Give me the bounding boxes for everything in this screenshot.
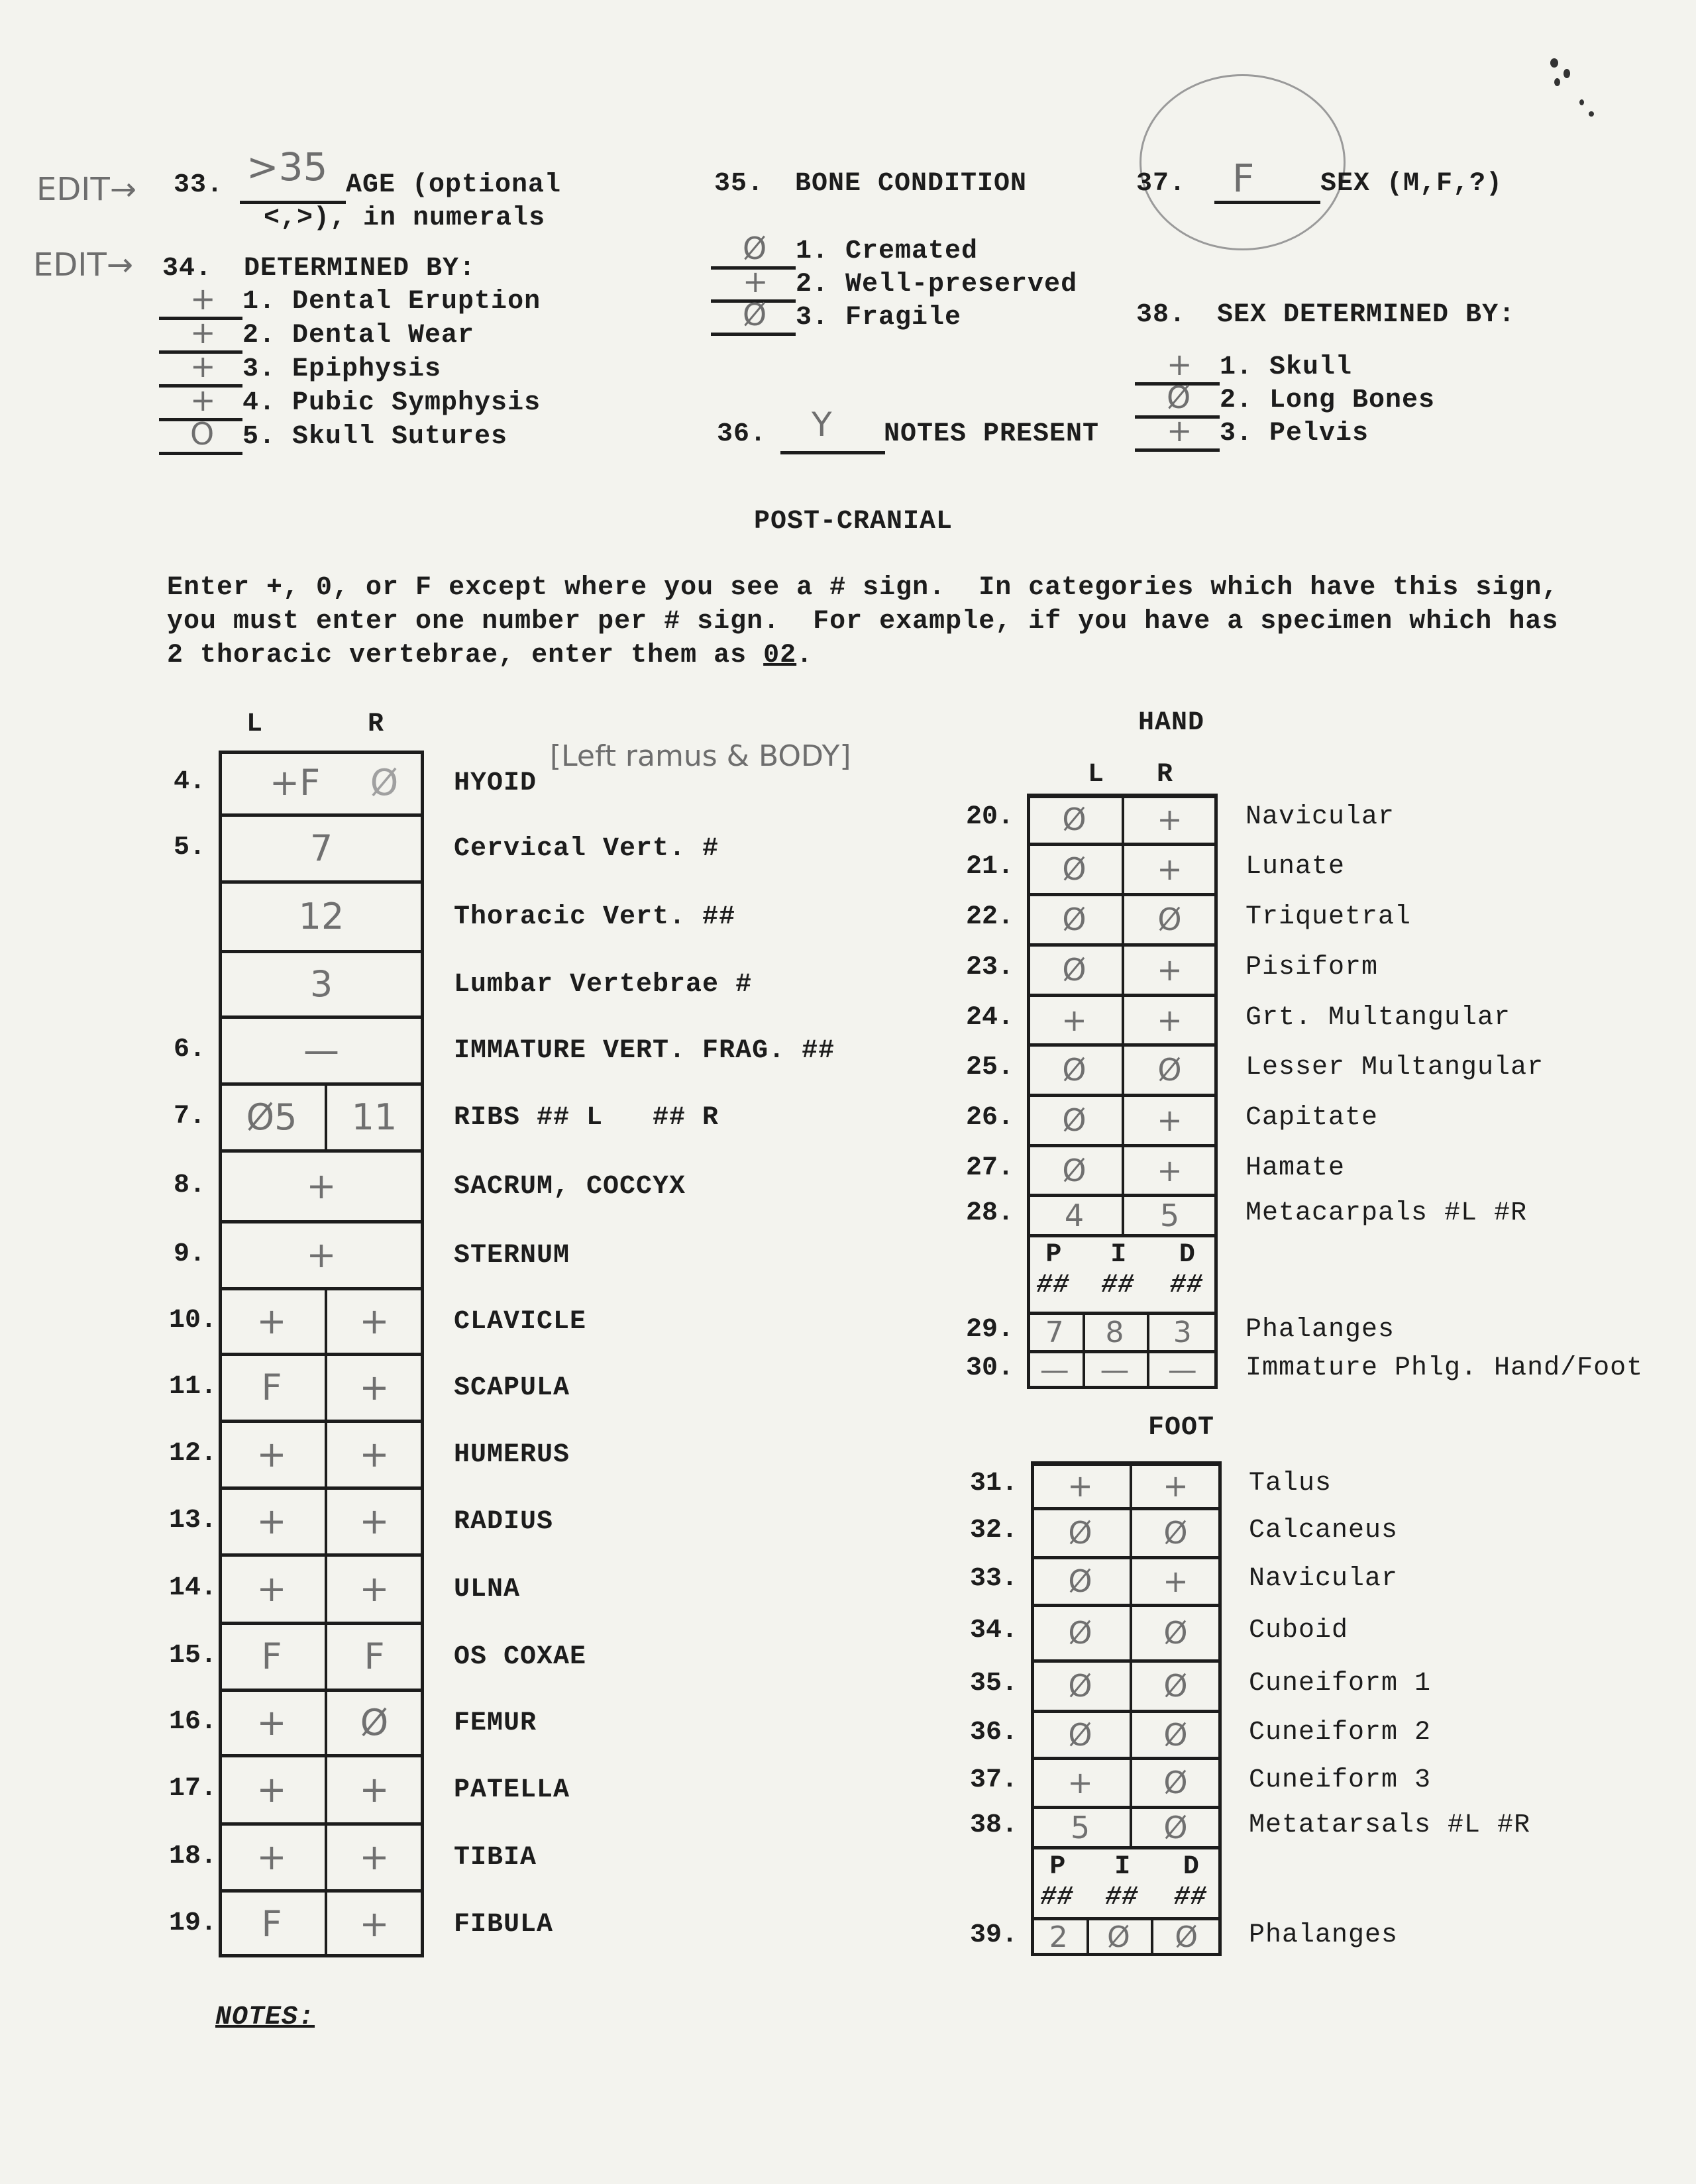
row-number: 7.	[174, 1101, 206, 1131]
cell-left[interactable]: +	[256, 1500, 287, 1542]
example-value: 02	[763, 641, 797, 670]
age-method-option: 3. Epiphysis	[242, 354, 442, 384]
cell-right[interactable]: 11	[351, 1096, 398, 1138]
cell-left[interactable]: +	[1067, 1467, 1093, 1504]
bone-label: SCAPULA	[454, 1373, 570, 1403]
age-method-option: 5. Skull Sutures	[242, 422, 508, 452]
pid-header: D	[1179, 1240, 1196, 1270]
cell-left[interactable]: +	[256, 1300, 287, 1342]
row-number: 16.	[169, 1706, 217, 1737]
cell-right[interactable]: +	[359, 1300, 390, 1342]
cell-left[interactable]: +	[256, 1836, 287, 1878]
bone-label: Lunate	[1246, 852, 1346, 882]
bone-condition-heading: BONE CONDITION	[795, 169, 1028, 199]
ink-smudge	[1589, 111, 1594, 117]
bone-condition-mark[interactable]: +	[743, 264, 768, 299]
bone-label: Talus	[1249, 1468, 1332, 1498]
cell-left[interactable]: +	[1067, 1765, 1093, 1800]
phalanx-cell[interactable]: Ø	[1107, 1920, 1130, 1954]
notes-present-label: NOTES PRESENT	[884, 419, 1100, 449]
cell-left[interactable]: +	[1061, 1002, 1087, 1038]
cell-value[interactable]: 12	[298, 896, 344, 937]
cell-left[interactable]: Ø	[1062, 1052, 1086, 1088]
sex-method-option: 2. Long Bones	[1220, 386, 1436, 415]
pid-header: I	[1110, 1240, 1128, 1270]
pid-count-mark: ##	[1101, 1271, 1135, 1300]
bone-label: Navicular	[1249, 1564, 1399, 1594]
bone-label: STERNUM	[454, 1240, 570, 1271]
row-number: 24.	[966, 1002, 1014, 1033]
cell-value[interactable]: +	[306, 1234, 337, 1276]
cell-left[interactable]: Ø	[1062, 802, 1086, 837]
age-method-mark[interactable]: +	[190, 315, 216, 350]
sex-label: SEX (M,F,?)	[1320, 169, 1503, 199]
bone-label: RIBS ## L ## R	[454, 1102, 719, 1133]
bone-label: Triquetral	[1246, 902, 1412, 932]
cell-left[interactable]: +	[256, 1568, 287, 1610]
bone-label: Phalanges	[1249, 1920, 1399, 1950]
cell-right[interactable]: Ø	[1163, 1615, 1188, 1651]
cell-right[interactable]: 5	[1159, 1197, 1180, 1233]
row-number: 12.	[169, 1438, 217, 1469]
notes-present-underline	[780, 451, 885, 454]
cell-right[interactable]: +	[359, 1433, 390, 1475]
bone-label: Immature Phlg. Hand/Foot	[1246, 1353, 1644, 1383]
age-method-mark[interactable]: O	[190, 416, 215, 452]
edit-annotation-33: EDIT→	[36, 171, 136, 208]
bone-condition-mark[interactable]: Ø	[743, 297, 767, 333]
item-number-38: 38.	[1136, 300, 1187, 330]
cell-left[interactable]: Ø	[1062, 1102, 1086, 1138]
row-number: 39.	[970, 1920, 1018, 1950]
row-number: 35.	[970, 1669, 1018, 1698]
row-number: 20.	[966, 802, 1014, 832]
age-method-mark[interactable]: +	[190, 281, 216, 317]
bone-label: PATELLA	[454, 1775, 570, 1805]
bone-label: SACRUM, COCCYX	[454, 1171, 686, 1202]
cell-right[interactable]: Ø	[1163, 1809, 1188, 1846]
hand-col-R: R	[1157, 760, 1174, 790]
row-number: 28.	[966, 1198, 1014, 1228]
cell-right[interactable]: +	[359, 1367, 390, 1408]
pid-count-mark: ##	[1169, 1271, 1203, 1300]
phalanx-cell[interactable]: 3	[1173, 1315, 1192, 1349]
sex-method-underline	[1135, 448, 1220, 452]
pid-count-mark: ##	[1105, 1883, 1139, 1912]
hyoid-note: [Left ramus & BODY]	[550, 739, 851, 773]
pid-header: P	[1049, 1852, 1067, 1882]
cell-left[interactable]: 4	[1064, 1197, 1085, 1233]
bone-label: Metacarpals #L #R	[1246, 1198, 1528, 1228]
bone-label: RADIUS	[454, 1506, 554, 1537]
ink-smudge	[1579, 99, 1584, 105]
bone-condition-option: 3. Fragile	[796, 303, 962, 333]
bone-label: Phalanges	[1246, 1315, 1395, 1345]
row-number: 34.	[970, 1616, 1018, 1645]
bone-label: Cuneiform 3	[1249, 1765, 1432, 1795]
cell-right[interactable]: +	[359, 1568, 390, 1610]
cell-right[interactable]: +	[359, 1836, 390, 1878]
instructions-line-3	[167, 641, 813, 670]
item-number-33: 33.	[174, 170, 224, 200]
cell-right[interactable]: +	[1163, 1467, 1189, 1504]
cell-left[interactable]: Ø	[1062, 952, 1086, 988]
instructions-line-3-text: 2 thoracic vertebrae, enter them as	[167, 641, 764, 670]
cell-left[interactable]: +	[256, 1769, 287, 1810]
bone-label: Thoracic Vert. ##	[454, 902, 736, 932]
cell-left[interactable]: 5	[1070, 1809, 1090, 1846]
phalanx-cell[interactable]: Ø	[1175, 1920, 1198, 1954]
row-number: 21.	[966, 852, 1014, 882]
bone-label: IMMATURE VERT. FRAG. ##	[454, 1035, 835, 1066]
item-number-37: 37.	[1136, 169, 1187, 199]
row-number: 37.	[970, 1765, 1018, 1795]
sex-method-option: 3. Pelvis	[1220, 419, 1369, 448]
row-number: 10.	[169, 1305, 217, 1335]
age-label-line2: <,>), in numerals	[264, 203, 546, 233]
bone-condition-underline	[711, 333, 796, 336]
bone-label: FIBULA	[454, 1909, 554, 1940]
bone-condition-option: 2. Well-preserved	[796, 270, 1078, 299]
phalanx-cell[interactable]: —	[1039, 1353, 1069, 1387]
item-number-34: 34.	[162, 254, 213, 284]
sex-underline	[1214, 201, 1320, 204]
cell-left[interactable]: Ø	[1062, 902, 1086, 937]
bone-condition-mark[interactable]: Ø	[743, 231, 767, 266]
bone-label: Metatarsals #L #R	[1249, 1810, 1531, 1840]
cell-left[interactable]: Ø	[1068, 1615, 1092, 1651]
age-method-mark[interactable]: +	[190, 382, 216, 418]
cell-value[interactable]: +	[306, 1165, 337, 1207]
edit-annotation-34: EDIT→	[33, 246, 133, 284]
notes-present-value[interactable]: Y	[812, 405, 832, 444]
row-number: 15.	[169, 1640, 217, 1671]
cell-right[interactable]: Ø	[1163, 1765, 1188, 1800]
pid-header: P	[1045, 1240, 1063, 1270]
phalanx-cell[interactable]: 7	[1045, 1315, 1064, 1349]
row-number: 31.	[970, 1468, 1018, 1498]
cell-right[interactable]: Ø	[360, 1702, 389, 1743]
cell-left[interactable]: Ø5	[246, 1096, 297, 1138]
bone-label: Cuboid	[1249, 1616, 1349, 1645]
row-divider	[1031, 1846, 1222, 1849]
row-number: 29.	[966, 1315, 1014, 1345]
age-method-option: 2. Dental Wear	[242, 321, 475, 350]
cell-left[interactable]: Ø	[1068, 1716, 1092, 1753]
sex-method-mark[interactable]: +	[1167, 346, 1192, 382]
age-method-option: 4. Pubic Symphysis	[242, 388, 541, 418]
row-number: 18.	[169, 1841, 217, 1871]
row-number: 38.	[970, 1810, 1018, 1840]
age-method-option: 1. Dental Eruption	[242, 287, 541, 317]
row-number: 5.	[174, 832, 206, 862]
notes-label: NOTES:	[215, 2002, 315, 2032]
cell-right[interactable]: +	[359, 1903, 390, 1945]
cell-left[interactable]: Ø	[1068, 1563, 1092, 1599]
bone-label: ULNA	[454, 1574, 521, 1604]
bone-label: OS COXAE	[454, 1641, 587, 1672]
bone-label: Navicular	[1246, 802, 1395, 832]
hand-col-L: L	[1088, 760, 1105, 790]
row-number: 8.	[174, 1170, 206, 1200]
pid-count-mark: ##	[1040, 1883, 1074, 1912]
phalanx-cell[interactable]: 8	[1105, 1315, 1124, 1349]
bone-label: HUMERUS	[454, 1439, 570, 1470]
row-number: 14.	[169, 1573, 217, 1603]
pid-header: D	[1183, 1852, 1200, 1882]
sex-method-mark[interactable]: Ø	[1167, 380, 1191, 415]
foot-title: FOOT	[1148, 1413, 1215, 1443]
pid-header: I	[1114, 1852, 1132, 1882]
phalanx-cell[interactable]: —	[1100, 1353, 1130, 1387]
bone-label: Capitate	[1246, 1103, 1379, 1133]
cell-left[interactable]: Ø	[1062, 1152, 1086, 1188]
row-number: 11.	[169, 1371, 217, 1402]
bone-label: Cuneiform 1	[1249, 1669, 1432, 1698]
cell-right[interactable]: +	[1157, 1152, 1183, 1188]
row-number: 17.	[169, 1773, 217, 1804]
sex-determined-by-heading: SEX DETERMINED BY:	[1217, 300, 1516, 330]
cell-right[interactable]: +	[1157, 802, 1183, 837]
pid-count-mark: ##	[1036, 1271, 1070, 1300]
item-number-36: 36.	[717, 419, 767, 449]
cell-right[interactable]: +	[359, 1769, 390, 1810]
cell-left[interactable]: Ø	[1068, 1668, 1092, 1704]
age-label: AGE (optional	[346, 170, 562, 200]
row-number: 30.	[966, 1353, 1014, 1383]
age-method-mark[interactable]: +	[190, 348, 216, 384]
item-number-35: 35.	[714, 169, 765, 199]
bone-condition-option: 1. Cremated	[796, 236, 979, 266]
bone-label: Hamate	[1246, 1153, 1346, 1183]
bone-label: Pisiform	[1246, 953, 1379, 982]
row-number: 23.	[966, 953, 1014, 982]
pid-count-mark: ##	[1173, 1883, 1207, 1912]
cell-left[interactable]: Ø	[1068, 1515, 1092, 1551]
bone-label: HYOID	[454, 768, 537, 798]
ink-smudge	[1550, 58, 1558, 68]
row-number: 33.	[970, 1564, 1018, 1594]
cell-right[interactable]: Ø	[1163, 1668, 1188, 1704]
cell-left[interactable]: F	[261, 1367, 282, 1408]
bone-label: Cuneiform 2	[1249, 1717, 1432, 1747]
row-number: 9.	[174, 1239, 206, 1269]
bone-label: Calcaneus	[1249, 1516, 1399, 1545]
cell-right[interactable]: +	[1157, 1002, 1183, 1038]
bone-label: CLAVICLE	[454, 1306, 587, 1337]
cell-right[interactable]: Ø	[1157, 1052, 1182, 1088]
age-method-underline	[159, 452, 242, 455]
hyoid-right-value[interactable]: Ø	[370, 762, 399, 804]
row-number: 4.	[174, 766, 206, 797]
cell-left[interactable]: +	[256, 1433, 287, 1475]
instructions-line-2: you must enter one number per # sign. For example, if you have a specimen which has	[167, 607, 1559, 637]
row-number: 27.	[966, 1153, 1014, 1183]
bone-label: Cervical Vert. #	[454, 833, 719, 864]
row-number: 19.	[169, 1908, 217, 1938]
cell-value[interactable]: 7	[309, 827, 333, 869]
ink-smudge	[1564, 69, 1570, 78]
row-divider	[1027, 1234, 1218, 1237]
bone-label: TIBIA	[454, 1842, 537, 1873]
phalanx-cell[interactable]: —	[1167, 1353, 1197, 1387]
cell-value[interactable]: +F	[269, 762, 321, 804]
row-number: 26.	[966, 1103, 1014, 1133]
row-number: 25.	[966, 1053, 1014, 1082]
cell-left[interactable]: F	[261, 1636, 282, 1677]
bone-label: Grt. Multangular	[1246, 1002, 1511, 1033]
left-table-col-L: L	[246, 709, 264, 739]
row-number: 36.	[970, 1717, 1018, 1747]
example-end: .	[796, 641, 814, 670]
cell-value[interactable]: —	[303, 1029, 339, 1071]
hand-title: HAND	[1138, 708, 1205, 738]
sex-method-option: 1. Skull	[1220, 352, 1353, 382]
post-cranial-title: POST-CRANIAL	[754, 507, 953, 537]
sex-method-mark[interactable]: +	[1167, 413, 1192, 448]
cell-right[interactable]: Ø	[1163, 1515, 1188, 1551]
cell-right[interactable]: +	[1157, 1102, 1183, 1138]
cell-right[interactable]: +	[1157, 851, 1183, 887]
cell-left[interactable]: Ø	[1062, 851, 1086, 887]
cell-right[interactable]: Ø	[1157, 902, 1182, 937]
age-determined-by-heading: DETERMINED BY:	[244, 254, 476, 284]
age-value[interactable]: >35	[246, 144, 328, 189]
cell-right[interactable]: Ø	[1163, 1716, 1188, 1753]
bone-label: Lumbar Vertebrae #	[454, 969, 753, 1000]
bone-label: Lesser Multangular	[1246, 1053, 1544, 1082]
row-number: 32.	[970, 1516, 1018, 1545]
bone-label: FEMUR	[454, 1708, 537, 1738]
instructions-line-1: Enter +, 0, or F except where you see a # sign. In categories which have this sign,	[167, 573, 1559, 603]
cell-left[interactable]: F	[261, 1903, 282, 1945]
cell-right[interactable]: +	[359, 1500, 390, 1542]
cell-right[interactable]: F	[364, 1636, 385, 1677]
phalanx-cell[interactable]: 2	[1049, 1920, 1068, 1954]
ink-smudge	[1554, 78, 1560, 86]
cell-right[interactable]: +	[1163, 1563, 1189, 1599]
cell-right[interactable]: +	[1157, 952, 1183, 988]
sex-value[interactable]: F	[1232, 156, 1255, 201]
row-number: 6.	[174, 1034, 206, 1065]
cell-left[interactable]: +	[256, 1702, 287, 1743]
row-number: 22.	[966, 902, 1014, 932]
row-number: 13.	[169, 1505, 217, 1535]
left-table-col-R: R	[368, 709, 385, 739]
cell-value[interactable]: 3	[309, 963, 333, 1005]
